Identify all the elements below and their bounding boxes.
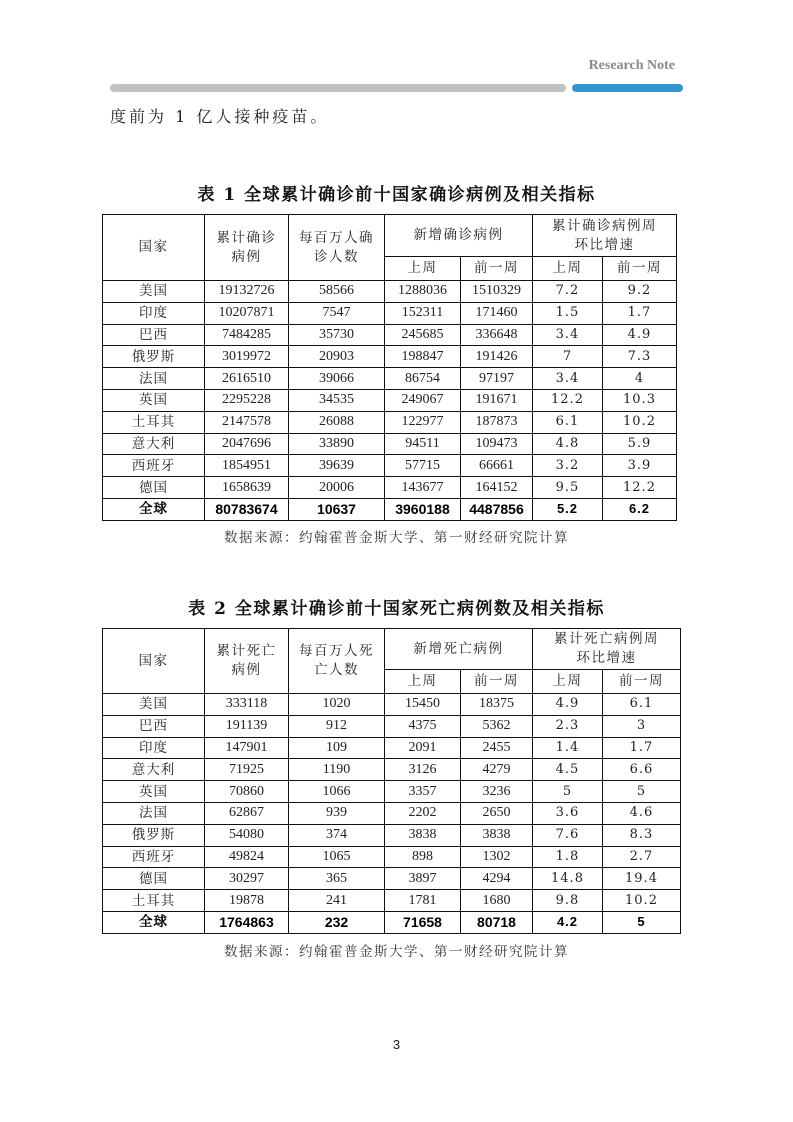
cumulative-cell: 70860 [205,781,289,803]
table2 [102,628,681,934]
cumulative-cell: 333118 [205,694,289,716]
per-million-cell: 241 [289,890,385,912]
growth-last-week-cell: 2.3 [533,715,603,737]
new-prev-week-cell: 4294 [461,868,533,890]
growth-last-week-cell: 4.9 [533,694,603,716]
intro-text: 度前为 1 亿人接种疫苗。 [110,107,330,126]
growth-last-week-cell: 1.8 [533,846,603,868]
header-growth: 累计确诊病例周环比增速 [533,215,677,257]
cumulative-cell: 30297 [205,868,289,890]
country-cell: 德国 [103,477,205,499]
per-million-cell: 1066 [289,781,385,803]
cumulative-cell: 80783674 [205,498,289,520]
new-prev-week-cell: 164152 [461,477,533,499]
new-prev-week-cell: 18375 [461,694,533,716]
header-per-million: 每百万人死亡人数 [289,629,385,694]
new-prev-week-cell: 171460 [461,302,533,324]
table-row [103,890,681,912]
per-million-cell: 58566 [289,281,385,303]
growth-last-week-cell: 3.4 [533,324,603,346]
growth-prev-week-cell: 7.3 [603,346,677,368]
table-row [103,868,681,890]
table-row [103,389,677,411]
cumulative-cell: 10207871 [205,302,289,324]
table2-caption: 表 2 全球累计确诊前十国家死亡病例数及相关指标 [188,599,605,619]
country-cell: 美国 [103,281,205,303]
new-last-week-cell: 245685 [385,324,461,346]
country-cell: 俄罗斯 [103,824,205,846]
cumulative-cell: 1854951 [205,455,289,477]
table-total-row [103,498,677,520]
new-last-week-cell: 4375 [385,715,461,737]
growth-prev-week-cell: 3.9 [603,455,677,477]
growth-prev-week-cell: 9.2 [603,281,677,303]
header-new-cases: 新增确诊病例 [385,215,533,257]
new-prev-week-cell: 4279 [461,759,533,781]
per-million-cell: 1190 [289,759,385,781]
new-last-week-cell: 143677 [385,477,461,499]
growth-prev-week-cell: 10.2 [603,890,681,912]
growth-prev-week-cell: 4.9 [603,324,677,346]
country-cell: 西班牙 [103,846,205,868]
growth-prev-week-cell: 3 [603,715,681,737]
header-new-last-week: 上周 [385,670,461,694]
growth-prev-week-cell: 19.4 [603,868,681,890]
per-million-cell: 365 [289,868,385,890]
header-bar-accent [572,84,683,92]
country-cell: 意大利 [103,433,205,455]
new-last-week-cell: 15450 [385,694,461,716]
country-cell: 全球 [103,911,205,933]
header-growth: 累计死亡病例周环比增速 [533,629,681,670]
new-last-week-cell: 3126 [385,759,461,781]
header-growth-prev-week: 前一周 [603,670,681,694]
per-million-cell: 20006 [289,477,385,499]
table-row [103,281,677,303]
table-row [103,781,681,803]
table2-source: 数据来源：约翰霍普金斯大学、第一财经研究院计算 [224,944,569,960]
new-last-week-cell: 1781 [385,890,461,912]
cumulative-cell: 71925 [205,759,289,781]
country-cell: 土耳其 [103,890,205,912]
table-row [103,302,677,324]
growth-last-week-cell: 9.5 [533,477,603,499]
header-cumulative: 累计死亡病例 [205,629,289,694]
country-cell: 英国 [103,781,205,803]
new-last-week-cell: 898 [385,846,461,868]
growth-last-week-cell: 7 [533,346,603,368]
growth-prev-week-cell: 12.2 [603,477,677,499]
per-million-cell: 374 [289,824,385,846]
new-prev-week-cell: 2455 [461,737,533,759]
growth-last-week-cell: 6.1 [533,411,603,433]
country-cell: 土耳其 [103,411,205,433]
country-cell: 西班牙 [103,455,205,477]
new-prev-week-cell: 3236 [461,781,533,803]
cumulative-cell: 19878 [205,890,289,912]
growth-prev-week-cell: 6.6 [603,759,681,781]
header-label: Research Note [588,58,675,73]
header-new-prev-week: 前一周 [461,257,533,281]
cumulative-cell: 54080 [205,824,289,846]
cumulative-cell: 49824 [205,846,289,868]
country-cell: 英国 [103,389,205,411]
table-row [103,846,681,868]
new-last-week-cell: 3357 [385,781,461,803]
table-total-row [103,911,681,933]
country-cell: 法国 [103,802,205,824]
country-cell: 全球 [103,498,205,520]
header-new-deaths: 新增死亡病例 [385,629,533,670]
new-last-week-cell: 1288036 [385,281,461,303]
table-row [103,759,681,781]
growth-last-week-cell: 7.2 [533,281,603,303]
new-last-week-cell: 2091 [385,737,461,759]
new-prev-week-cell: 1302 [461,846,533,868]
growth-last-week-cell: 3.2 [533,455,603,477]
cumulative-cell: 147901 [205,737,289,759]
header-per-million: 每百万人确诊人数 [289,215,385,281]
new-prev-week-cell: 3838 [461,824,533,846]
new-last-week-cell: 3897 [385,868,461,890]
table-row [103,694,681,716]
growth-last-week-cell: 3.6 [533,802,603,824]
table1 [102,214,677,521]
per-million-cell: 33890 [289,433,385,455]
growth-prev-week-cell: 10.3 [603,389,677,411]
country-cell: 德国 [103,868,205,890]
header-country: 国家 [103,629,205,694]
per-million-cell: 10637 [289,498,385,520]
cumulative-cell: 3019972 [205,346,289,368]
new-last-week-cell: 198847 [385,346,461,368]
growth-prev-week-cell: 4 [603,368,677,390]
growth-prev-week-cell: 1.7 [603,737,681,759]
per-million-cell: 26088 [289,411,385,433]
country-cell: 俄罗斯 [103,346,205,368]
new-prev-week-cell: 187873 [461,411,533,433]
new-last-week-cell: 94511 [385,433,461,455]
per-million-cell: 20903 [289,346,385,368]
growth-prev-week-cell: 5.9 [603,433,677,455]
new-prev-week-cell: 191671 [461,389,533,411]
country-cell: 美国 [103,694,205,716]
cumulative-cell: 62867 [205,802,289,824]
cumulative-cell: 1764863 [205,911,289,933]
new-prev-week-cell: 66661 [461,455,533,477]
new-prev-week-cell: 191426 [461,346,533,368]
per-million-cell: 39066 [289,368,385,390]
table-row [103,802,681,824]
cumulative-cell: 191139 [205,715,289,737]
table-row [103,824,681,846]
new-prev-week-cell: 80718 [461,911,533,933]
growth-prev-week-cell: 5 [603,911,681,933]
country-cell: 巴西 [103,715,205,737]
growth-last-week-cell: 14.8 [533,868,603,890]
header-bar-gray [110,84,566,92]
growth-last-week-cell: 12.2 [533,389,603,411]
table-row [103,433,677,455]
growth-prev-week-cell: 4.6 [603,802,681,824]
header-growth-last-week: 上周 [533,670,603,694]
new-prev-week-cell: 1510329 [461,281,533,303]
cumulative-cell: 2147578 [205,411,289,433]
growth-last-week-cell: 3.4 [533,368,603,390]
new-prev-week-cell: 2650 [461,802,533,824]
country-cell: 印度 [103,737,205,759]
cumulative-cell: 2616510 [205,368,289,390]
country-cell: 法国 [103,368,205,390]
header-cumulative: 累计确诊病例 [205,215,289,281]
per-million-cell: 232 [289,911,385,933]
cumulative-cell: 7484285 [205,324,289,346]
table-row [103,715,681,737]
growth-last-week-cell: 9.8 [533,890,603,912]
new-prev-week-cell: 97197 [461,368,533,390]
new-prev-week-cell: 1680 [461,890,533,912]
growth-prev-week-cell: 5 [603,781,681,803]
table-row [103,477,677,499]
table-row [103,324,677,346]
new-last-week-cell: 3960188 [385,498,461,520]
country-cell: 巴西 [103,324,205,346]
growth-prev-week-cell: 1.7 [603,302,677,324]
per-million-cell: 1065 [289,846,385,868]
country-cell: 印度 [103,302,205,324]
new-last-week-cell: 71658 [385,911,461,933]
cumulative-cell: 1658639 [205,477,289,499]
header-growth-prev-week: 前一周 [603,257,677,281]
growth-last-week-cell: 5.2 [533,498,603,520]
growth-last-week-cell: 4.8 [533,433,603,455]
country-cell: 意大利 [103,759,205,781]
per-million-cell: 34535 [289,389,385,411]
header-country: 国家 [103,215,205,281]
growth-prev-week-cell: 10.2 [603,411,677,433]
table1-caption: 表 1 全球累计确诊前十国家确诊病例及相关指标 [197,185,596,205]
table-row [103,737,681,759]
new-last-week-cell: 57715 [385,455,461,477]
new-prev-week-cell: 4487856 [461,498,533,520]
per-million-cell: 912 [289,715,385,737]
growth-prev-week-cell: 2.7 [603,846,681,868]
new-last-week-cell: 122977 [385,411,461,433]
new-prev-week-cell: 5362 [461,715,533,737]
growth-last-week-cell: 1.5 [533,302,603,324]
new-last-week-cell: 249067 [385,389,461,411]
per-million-cell: 1020 [289,694,385,716]
growth-prev-week-cell: 6.1 [603,694,681,716]
per-million-cell: 35730 [289,324,385,346]
page-number: 3 [392,1037,401,1052]
growth-last-week-cell: 1.4 [533,737,603,759]
per-million-cell: 939 [289,802,385,824]
new-last-week-cell: 86754 [385,368,461,390]
cumulative-cell: 2295228 [205,389,289,411]
header-new-last-week: 上周 [385,257,461,281]
growth-prev-week-cell: 6.2 [603,498,677,520]
new-prev-week-cell: 336648 [461,324,533,346]
new-prev-week-cell: 109473 [461,433,533,455]
table-row [103,368,677,390]
cumulative-cell: 19132726 [205,281,289,303]
cumulative-cell: 2047696 [205,433,289,455]
new-last-week-cell: 3838 [385,824,461,846]
table1-source: 数据来源：约翰霍普金斯大学、第一财经研究院计算 [224,530,569,546]
new-last-week-cell: 2202 [385,802,461,824]
new-last-week-cell: 152311 [385,302,461,324]
table-row [103,411,677,433]
growth-last-week-cell: 5 [533,781,603,803]
growth-prev-week-cell: 8.3 [603,824,681,846]
table-row [103,346,677,368]
table-row [103,455,677,477]
header-new-prev-week: 前一周 [461,670,533,694]
growth-last-week-cell: 7.6 [533,824,603,846]
per-million-cell: 7547 [289,302,385,324]
growth-last-week-cell: 4.2 [533,911,603,933]
per-million-cell: 109 [289,737,385,759]
header-growth-last-week: 上周 [533,257,603,281]
per-million-cell: 39639 [289,455,385,477]
growth-last-week-cell: 4.5 [533,759,603,781]
